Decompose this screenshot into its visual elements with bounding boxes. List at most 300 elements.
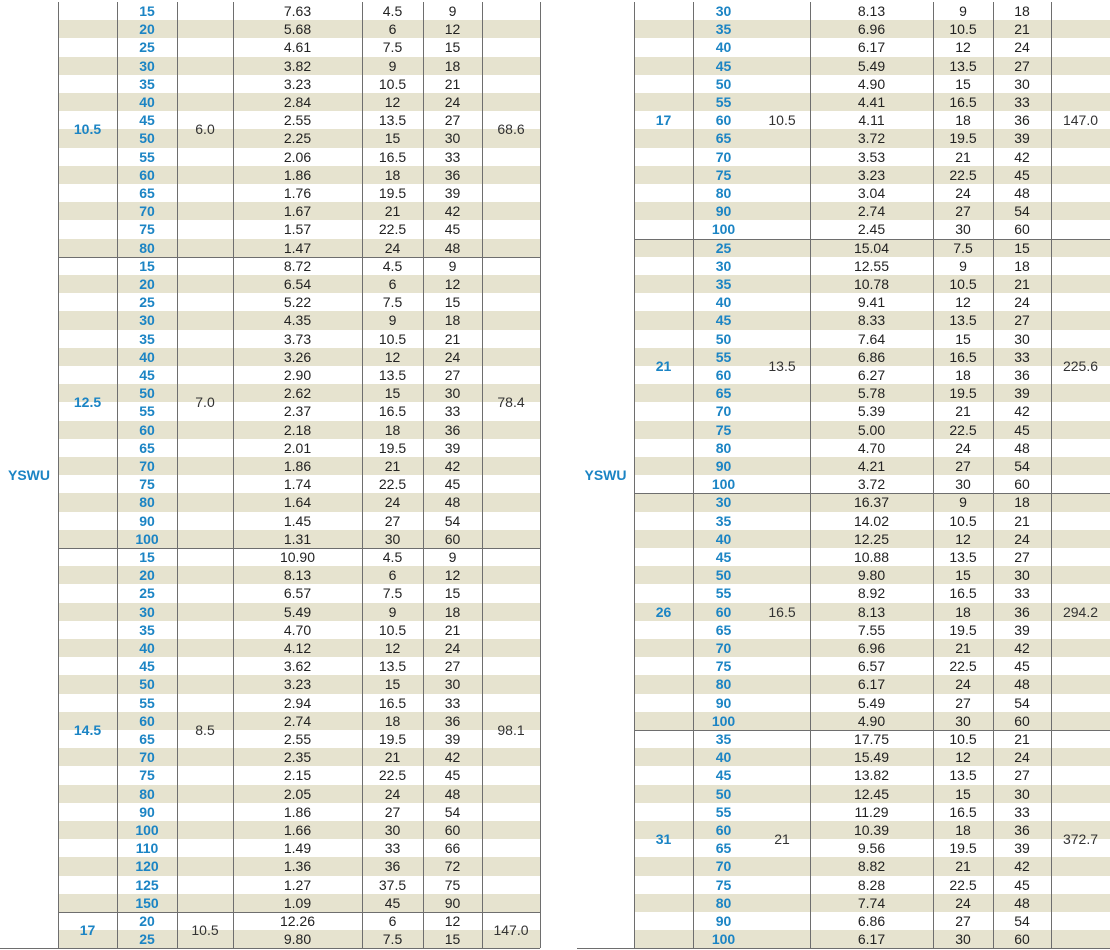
value-cell: 6 [388, 567, 397, 584]
value-cell: 27 [1014, 312, 1030, 329]
value-cell: 8.33 [857, 312, 886, 329]
value-cell: 6.17 [857, 39, 886, 56]
group-value-label: 13.5 [768, 358, 796, 374]
value-cell: 21 [384, 749, 401, 766]
length-cell: 70 [715, 148, 732, 165]
value-cell: 1.86 [283, 803, 312, 820]
length-cell: 45 [715, 767, 732, 784]
value-cell: 3.04 [857, 185, 886, 201]
length-cell: 35 [139, 621, 155, 638]
value-cell: 9 [388, 57, 397, 74]
length-cell: 65 [139, 185, 155, 201]
value-cell: 30 [1014, 567, 1030, 584]
value-cell: 2.90 [283, 367, 312, 383]
length-cell: 65 [715, 130, 732, 147]
value-cell: 27 [955, 203, 971, 220]
length-cell: 80 [715, 894, 732, 911]
length-cell: 60 [715, 603, 732, 620]
length-cell: 30 [715, 3, 732, 19]
value-cell: 4.41 [857, 94, 886, 110]
value-cell: 36 [1014, 603, 1030, 620]
value-cell: 4.61 [283, 39, 312, 56]
value-cell: 60 [1014, 931, 1030, 948]
value-cell: 6.17 [857, 676, 886, 693]
value-cell: 9.80 [857, 567, 886, 584]
value-cell: 8.13 [857, 3, 886, 19]
value-cell: 27 [955, 694, 971, 711]
value-cell: 12.55 [853, 257, 890, 274]
value-cell: 30 [955, 931, 971, 948]
value-cell: 1.64 [283, 494, 312, 511]
group-value-label: 294.2 [1062, 603, 1099, 620]
value-cell: 10.5 [949, 731, 977, 747]
value-cell: 54 [1014, 694, 1030, 711]
value-cell: 18 [955, 822, 971, 838]
value-cell: 9 [388, 603, 397, 620]
value-cell: 33 [384, 840, 401, 857]
value-cell: 22.5 [378, 221, 407, 238]
value-cell: 12.25 [853, 530, 890, 547]
length-cell: 80 [139, 785, 155, 802]
value-cell: 18 [444, 603, 461, 620]
value-cell: 24 [444, 640, 461, 656]
value-cell: 5.78 [857, 385, 886, 402]
value-cell: 18 [444, 57, 461, 74]
value-cell: 15.04 [853, 239, 890, 256]
value-cell: 2.06 [283, 148, 312, 165]
value-cell: 10.90 [279, 549, 316, 565]
value-cell: 5.39 [857, 403, 886, 420]
length-cell: 75 [715, 166, 732, 183]
value-cell: 30 [384, 822, 401, 838]
length-cell: 70 [715, 640, 732, 656]
length-cell: 55 [715, 585, 732, 602]
value-cell: 30 [1014, 330, 1030, 347]
value-cell: 24 [444, 348, 461, 365]
value-cell: 39 [1014, 385, 1030, 402]
column-divider [1051, 2, 1052, 948]
value-cell: 1.27 [283, 876, 312, 893]
value-cell: 15 [955, 567, 971, 584]
value-cell: 18 [384, 421, 401, 438]
value-cell: 54 [1014, 913, 1030, 929]
value-cell: 45 [1014, 658, 1030, 675]
length-cell: 90 [139, 512, 155, 529]
length-cell: 80 [715, 185, 732, 201]
value-cell: 12.26 [279, 913, 316, 929]
value-cell: 1.36 [283, 858, 312, 875]
length-cell: 20 [139, 276, 155, 292]
value-cell: 4.5 [382, 3, 403, 19]
value-cell: 21 [955, 148, 971, 165]
value-cell: 7.63 [283, 3, 312, 19]
value-cell: 42 [1014, 858, 1030, 875]
value-cell: 2.84 [283, 94, 312, 110]
value-cell: 4.12 [283, 640, 312, 656]
value-cell: 36 [1014, 822, 1030, 838]
value-cell: 9 [448, 257, 457, 274]
length-cell: 75 [715, 421, 732, 438]
length-cell: 100 [135, 822, 159, 838]
value-cell: 24 [955, 894, 971, 911]
value-cell: 24 [955, 185, 971, 201]
value-cell: 36 [1014, 367, 1030, 383]
value-cell: 75 [444, 876, 461, 893]
value-cell: 22.5 [949, 166, 977, 183]
group-value-label: 8.5 [195, 722, 215, 738]
length-cell: 80 [139, 494, 155, 511]
value-cell: 3.82 [283, 57, 312, 74]
value-cell: 13.82 [853, 767, 890, 784]
value-cell: 5.49 [857, 57, 886, 74]
value-cell: 16.5 [949, 94, 977, 110]
value-cell: 27 [955, 913, 971, 929]
value-cell: 30 [444, 130, 461, 147]
value-cell: 13.5 [949, 549, 977, 565]
length-cell: 35 [715, 512, 732, 529]
column-divider [993, 2, 994, 948]
value-cell: 27 [444, 112, 461, 129]
value-cell: 10.5 [378, 75, 407, 92]
length-cell: 15 [139, 3, 155, 19]
column-divider [423, 2, 424, 948]
length-cell: 90 [715, 203, 732, 220]
model-label: YSWU [8, 467, 50, 484]
group-value-label: 372.7 [1062, 831, 1099, 848]
length-cell: 30 [715, 494, 732, 511]
length-cell: 25 [139, 585, 155, 602]
value-cell: 9 [959, 494, 967, 511]
value-cell: 21 [955, 640, 971, 656]
value-cell: 7.64 [857, 330, 886, 347]
value-cell: 4.70 [283, 621, 312, 638]
value-cell: 39 [444, 439, 461, 456]
value-cell: 10.5 [949, 512, 977, 529]
diameter-label: 17 [655, 112, 672, 129]
length-cell: 50 [139, 676, 155, 693]
value-cell: 6.27 [857, 367, 886, 383]
length-cell: 65 [715, 385, 732, 402]
value-cell: 7.5 [382, 39, 403, 56]
value-cell: 27 [444, 658, 461, 675]
value-cell: 9 [959, 257, 967, 274]
value-cell: 1.47 [283, 239, 312, 256]
value-cell: 45 [444, 221, 461, 238]
group-divider [634, 493, 1110, 494]
group-value-label: 21 [774, 831, 790, 848]
value-cell: 24 [384, 494, 401, 511]
value-cell: 3.53 [857, 148, 886, 165]
value-cell: 36 [444, 421, 461, 438]
value-cell: 39 [444, 185, 461, 201]
length-cell: 50 [715, 330, 732, 347]
table-bottom-rule [0, 948, 540, 949]
length-cell: 70 [139, 203, 155, 220]
value-cell: 27 [1014, 767, 1030, 784]
value-cell: 27 [444, 367, 461, 383]
group-value-label: 6.0 [195, 121, 215, 138]
value-cell: 14.02 [853, 512, 890, 529]
value-cell: 2.37 [283, 403, 312, 420]
value-cell: 21 [1014, 512, 1030, 529]
column-divider [58, 2, 59, 948]
value-cell: 19.5 [949, 130, 977, 147]
value-cell: 13.5 [949, 767, 977, 784]
value-cell: 1.86 [283, 458, 312, 474]
left-spec-table [0, 2, 540, 948]
value-cell: 8.82 [857, 858, 886, 875]
value-cell: 7.5 [382, 931, 403, 948]
value-cell: 6.96 [857, 21, 886, 38]
value-cell: 5.68 [283, 21, 312, 38]
value-cell: 54 [1014, 203, 1030, 220]
group-value-label: 10.5 [768, 112, 796, 129]
length-cell: 40 [139, 348, 155, 365]
value-cell: 19.5 [949, 385, 977, 402]
group-value-label: 16.5 [768, 603, 796, 620]
value-cell: 4.11 [858, 112, 885, 129]
value-cell: 27 [384, 803, 401, 820]
value-cell: 9.41 [857, 294, 886, 311]
right-spec-table [577, 2, 1110, 948]
value-cell: 60 [1014, 712, 1030, 729]
value-cell: 3.23 [283, 75, 312, 92]
value-cell: 48 [1014, 894, 1030, 911]
value-cell: 2.74 [283, 712, 312, 729]
diameter-label: 14.5 [73, 722, 102, 738]
value-cell: 3.72 [857, 476, 886, 493]
value-cell: 10.78 [853, 276, 890, 292]
value-cell: 9 [448, 3, 457, 19]
length-cell: 45 [139, 112, 155, 129]
value-cell: 21 [444, 621, 461, 638]
value-cell: 12 [955, 749, 971, 766]
length-cell: 70 [139, 749, 155, 766]
value-cell: 2.35 [283, 749, 312, 766]
group-divider [634, 730, 1110, 731]
value-cell: 6 [388, 21, 397, 38]
value-cell: 33 [1014, 94, 1030, 110]
value-cell: 30 [1014, 785, 1030, 802]
length-cell: 75 [139, 767, 155, 784]
length-cell: 40 [139, 94, 155, 110]
value-cell: 39 [1014, 130, 1030, 147]
group-value-label: 68.6 [497, 121, 525, 138]
value-cell: 8.13 [857, 603, 886, 620]
value-cell: 18 [1014, 494, 1030, 511]
length-cell: 45 [715, 549, 732, 565]
value-cell: 60 [1014, 221, 1030, 238]
length-cell: 55 [715, 94, 732, 110]
value-cell: 22.5 [949, 421, 977, 438]
length-cell: 30 [715, 257, 732, 274]
value-cell: 2.18 [283, 421, 312, 438]
value-cell: 5.49 [857, 694, 886, 711]
value-cell: 15 [444, 931, 461, 948]
column-divider [177, 2, 178, 948]
value-cell: 1.86 [283, 166, 312, 183]
value-cell: 36 [444, 712, 461, 729]
value-cell: 16.5 [949, 348, 977, 365]
value-cell: 30 [444, 385, 461, 402]
group-divider [634, 239, 1110, 240]
value-cell: 10.5 [949, 276, 977, 292]
column-divider [933, 2, 934, 948]
value-cell: 60 [444, 530, 461, 547]
value-cell: 36 [384, 858, 401, 875]
value-cell: 15 [955, 330, 971, 347]
value-cell: 18 [384, 712, 401, 729]
length-cell: 35 [139, 330, 155, 347]
value-cell: 72 [444, 858, 461, 875]
value-cell: 27 [1014, 57, 1030, 74]
group-value-label: 98.1 [497, 722, 525, 738]
value-cell: 18 [955, 112, 971, 129]
length-cell: 90 [715, 913, 732, 929]
value-cell: 10.39 [853, 822, 890, 838]
value-cell: 1.45 [283, 512, 312, 529]
value-cell: 8.92 [857, 585, 886, 602]
length-cell: 55 [715, 348, 732, 365]
value-cell: 16.5 [378, 694, 407, 711]
value-cell: 24 [1014, 39, 1030, 56]
value-cell: 15 [444, 39, 461, 56]
group-value-label: 10.5 [191, 922, 219, 939]
length-cell: 35 [715, 731, 732, 747]
value-cell: 2.74 [857, 203, 886, 220]
length-cell: 35 [139, 75, 155, 92]
value-cell: 30 [444, 676, 461, 693]
value-cell: 24 [384, 785, 401, 802]
value-cell: 6.57 [857, 658, 886, 675]
value-cell: 5.22 [283, 294, 312, 311]
value-cell: 48 [1014, 185, 1030, 201]
value-cell: 4.70 [857, 439, 886, 456]
diameter-label: 10.5 [73, 121, 102, 138]
value-cell: 9 [959, 3, 967, 19]
length-cell: 60 [715, 367, 732, 383]
value-cell: 1.57 [283, 221, 312, 238]
length-cell: 125 [135, 876, 159, 893]
value-cell: 9 [448, 549, 457, 565]
length-cell: 65 [139, 439, 155, 456]
group-value-label: 78.4 [497, 394, 525, 411]
value-cell: 3.23 [857, 166, 886, 183]
value-cell: 21 [1014, 21, 1030, 38]
value-cell: 18 [1014, 257, 1030, 274]
length-cell: 40 [715, 39, 732, 56]
value-cell: 21 [444, 330, 461, 347]
length-cell: 40 [715, 294, 732, 311]
value-cell: 45 [384, 894, 401, 911]
diameter-label: 31 [655, 831, 672, 848]
value-cell: 54 [444, 803, 461, 820]
value-cell: 13.5 [378, 112, 407, 129]
value-cell: 13.5 [949, 312, 977, 329]
value-cell: 27 [1014, 549, 1030, 565]
value-cell: 33 [1014, 585, 1030, 602]
length-cell: 90 [139, 803, 155, 820]
value-cell: 6.96 [857, 640, 886, 656]
value-cell: 6.57 [283, 585, 312, 602]
value-cell: 54 [444, 512, 461, 529]
value-cell: 2.62 [283, 385, 312, 402]
length-cell: 70 [715, 403, 732, 420]
column-divider [540, 2, 541, 948]
value-cell: 1.31 [283, 530, 312, 547]
value-cell: 48 [1014, 439, 1030, 456]
group-divider [58, 912, 540, 913]
value-cell: 3.62 [283, 658, 312, 675]
value-cell: 2.45 [857, 221, 886, 238]
group-divider [58, 257, 540, 258]
value-cell: 2.05 [283, 785, 312, 802]
length-cell: 20 [139, 567, 155, 584]
value-cell: 37.5 [378, 876, 407, 893]
value-cell: 24 [955, 676, 971, 693]
value-cell: 66 [444, 840, 461, 857]
value-cell: 33 [444, 148, 461, 165]
length-cell: 40 [139, 640, 155, 656]
length-cell: 45 [139, 658, 155, 675]
value-cell: 24 [1014, 294, 1030, 311]
value-cell: 22.5 [378, 476, 407, 493]
value-cell: 9.80 [283, 931, 312, 948]
value-cell: 12 [384, 94, 401, 110]
diameter-label: 26 [655, 603, 672, 620]
value-cell: 42 [444, 458, 461, 474]
length-cell: 20 [139, 913, 155, 929]
length-cell: 50 [139, 385, 155, 402]
value-cell: 18 [955, 367, 971, 383]
group-divider [58, 548, 540, 549]
value-cell: 33 [444, 694, 461, 711]
length-cell: 15 [139, 257, 155, 274]
value-cell: 19.5 [378, 731, 407, 747]
length-cell: 50 [715, 785, 732, 802]
value-cell: 6 [388, 276, 397, 292]
value-cell: 2.94 [283, 694, 312, 711]
length-cell: 65 [139, 731, 155, 747]
value-cell: 7.5 [382, 585, 403, 602]
value-cell: 6.86 [857, 913, 886, 929]
value-cell: 15 [1014, 239, 1030, 256]
value-cell: 4.90 [857, 712, 886, 729]
value-cell: 18 [1014, 3, 1030, 19]
value-cell: 24 [1014, 530, 1030, 547]
value-cell: 11.29 [854, 803, 889, 820]
value-cell: 30 [384, 530, 401, 547]
value-cell: 4.21 [857, 458, 886, 474]
value-cell: 3.26 [283, 348, 312, 365]
value-cell: 17.75 [853, 731, 890, 747]
value-cell: 21 [955, 858, 971, 875]
value-cell: 39 [1014, 840, 1030, 857]
length-cell: 35 [715, 276, 732, 292]
value-cell: 13.5 [378, 367, 407, 383]
length-cell: 35 [715, 21, 732, 38]
value-cell: 15 [444, 294, 461, 311]
value-cell: 36 [444, 166, 461, 183]
length-cell: 50 [139, 130, 155, 147]
length-cell: 45 [715, 57, 732, 74]
value-cell: 12 [384, 348, 401, 365]
column-divider [634, 2, 635, 948]
length-cell: 80 [715, 439, 732, 456]
value-cell: 45 [444, 476, 461, 493]
value-cell: 33 [1014, 348, 1030, 365]
value-cell: 21 [384, 203, 401, 220]
